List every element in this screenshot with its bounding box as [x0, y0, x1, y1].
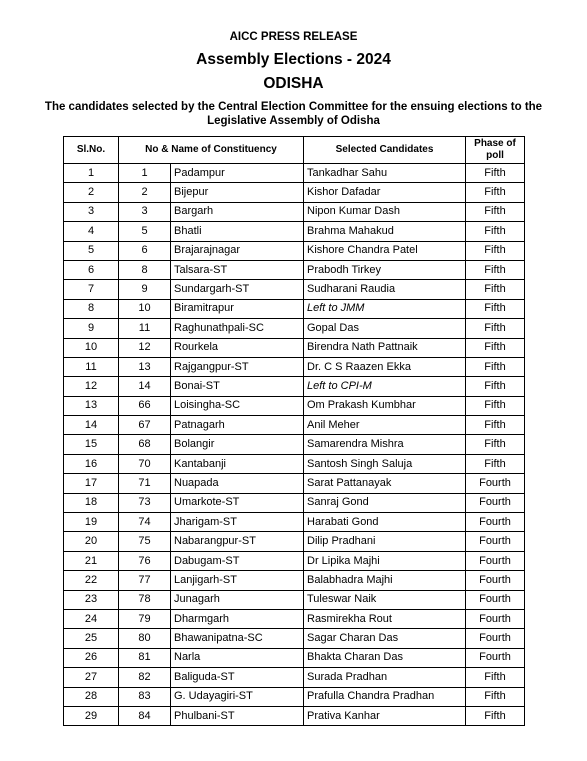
sl-no-cell: 13: [64, 396, 119, 415]
table-row: [64, 609, 525, 628]
table-row: [64, 571, 525, 590]
candidate-name-cell: Rasmirekha Rout: [304, 609, 466, 628]
candidate-name-cell: Surada Pradhan: [304, 668, 466, 687]
table-row: [64, 396, 525, 415]
document-title: Assembly Elections - 2024: [196, 51, 391, 68]
constituency-number-cell: 67: [119, 416, 171, 435]
poll-phase-cell: Fourth: [466, 629, 525, 648]
poll-phase-cell: Fifth: [466, 396, 525, 415]
constituency-name-cell: Nabarangpur-ST: [171, 532, 304, 551]
sl-no-cell: 20: [64, 532, 119, 551]
sl-no-cell: 19: [64, 513, 119, 532]
candidate-name-cell: Gopal Das: [304, 319, 466, 338]
constituency-name-cell: Dharmgarh: [171, 609, 304, 628]
table-row: [64, 435, 525, 454]
column-header-sl-no: Sl.No.: [64, 137, 119, 164]
constituency-number-cell: 3: [119, 202, 171, 221]
constituency-number-cell: 8: [119, 260, 171, 279]
poll-phase-cell: Fourth: [466, 474, 525, 493]
constituency-name-cell: Sundargarh-ST: [171, 280, 304, 299]
candidate-name-cell: Harabati Gond: [304, 513, 466, 532]
sl-no-cell: 18: [64, 493, 119, 512]
constituency-name-cell: Bijepur: [171, 183, 304, 202]
table-row: [64, 280, 525, 299]
constituency-number-cell: 11: [119, 319, 171, 338]
table-row: [64, 416, 525, 435]
constituency-name-cell: Bonai-ST: [171, 377, 304, 396]
constituency-name-cell: Raghunathpali-SC: [171, 319, 304, 338]
table-row: [64, 164, 525, 183]
sl-no-cell: 4: [64, 222, 119, 241]
constituency-number-cell: 10: [119, 299, 171, 318]
candidate-name-cell: Balabhadra Majhi: [304, 571, 466, 590]
constituency-name-cell: Padampur: [171, 164, 304, 183]
constituency-name-cell: Loisingha-SC: [171, 396, 304, 415]
column-header-constituency: No & Name of Constituency: [119, 137, 304, 164]
state-name: ODISHA: [263, 75, 324, 92]
candidate-name-cell: Kishore Chandra Patel: [304, 241, 466, 260]
constituency-name-cell: Dabugam-ST: [171, 551, 304, 570]
sl-no-cell: 12: [64, 377, 119, 396]
poll-phase-cell: Fifth: [466, 260, 525, 279]
candidate-name-cell: Birendra Nath Pattnaik: [304, 338, 466, 357]
constituency-name-cell: Brajarajnagar: [171, 241, 304, 260]
table-header-row: [64, 137, 525, 164]
poll-phase-cell: Fifth: [466, 319, 525, 338]
constituency-number-cell: 71: [119, 474, 171, 493]
sl-no-cell: 10: [64, 338, 119, 357]
sl-no-cell: 27: [64, 668, 119, 687]
constituency-number-cell: 13: [119, 357, 171, 376]
constituency-name-cell: Bhatli: [171, 222, 304, 241]
sl-no-cell: 7: [64, 280, 119, 299]
candidate-name-cell: Tankadhar Sahu: [304, 164, 466, 183]
constituency-name-cell: Rajgangpur-ST: [171, 357, 304, 376]
candidate-name-cell: Dr Lipika Majhi: [304, 551, 466, 570]
poll-phase-cell: Fifth: [466, 377, 525, 396]
table-row: [64, 493, 525, 512]
poll-phase-cell: Fifth: [466, 338, 525, 357]
sl-no-cell: 29: [64, 706, 119, 725]
constituency-number-cell: 81: [119, 648, 171, 667]
document-description: The candidates selected by the Central Election Committee for the ensuing elections to the Legislative Assembly of Odisha: [44, 101, 543, 127]
table-row: [64, 377, 525, 396]
table-row: [64, 590, 525, 609]
candidate-name-cell: Sagar Charan Das: [304, 629, 466, 648]
candidate-name-cell: Dilip Pradhani: [304, 532, 466, 551]
poll-phase-cell: Fifth: [466, 668, 525, 687]
constituency-number-cell: 2: [119, 183, 171, 202]
table-row: [64, 687, 525, 706]
table-row: [64, 474, 525, 493]
constituency-name-cell: Biramitrapur: [171, 299, 304, 318]
candidate-name-cell: Bhakta Charan Das: [304, 648, 466, 667]
candidate-name-cell: Sarat Pattanayak: [304, 474, 466, 493]
constituency-name-cell: Bhawanipatna-SC: [171, 629, 304, 648]
sl-no-cell: 25: [64, 629, 119, 648]
sl-no-cell: 9: [64, 319, 119, 338]
sl-no-cell: 6: [64, 260, 119, 279]
poll-phase-cell: Fifth: [466, 435, 525, 454]
constituency-name-cell: Umarkote-ST: [171, 493, 304, 512]
poll-phase-cell: Fourth: [466, 609, 525, 628]
table-body: [64, 164, 525, 726]
sl-no-cell: 23: [64, 590, 119, 609]
candidate-name-cell: Anil Meher: [304, 416, 466, 435]
constituency-name-cell: Junagarh: [171, 590, 304, 609]
poll-phase-cell: Fourth: [466, 571, 525, 590]
constituency-number-cell: 73: [119, 493, 171, 512]
constituency-name-cell: Talsara-ST: [171, 260, 304, 279]
sl-no-cell: 26: [64, 648, 119, 667]
poll-phase-cell: Fifth: [466, 183, 525, 202]
table-row: [64, 299, 525, 318]
poll-phase-cell: Fifth: [466, 357, 525, 376]
candidate-name-cell: Left to CPI-M: [304, 377, 466, 396]
constituency-number-cell: 79: [119, 609, 171, 628]
constituency-number-cell: 5: [119, 222, 171, 241]
sl-no-cell: 16: [64, 454, 119, 473]
sl-no-cell: 3: [64, 202, 119, 221]
sl-no-cell: 15: [64, 435, 119, 454]
candidate-name-cell: Prativa Kanhar: [304, 706, 466, 725]
constituency-number-cell: 14: [119, 377, 171, 396]
sl-no-cell: 21: [64, 551, 119, 570]
constituency-number-cell: 9: [119, 280, 171, 299]
table-row: [64, 551, 525, 570]
constituency-number-cell: 12: [119, 338, 171, 357]
sl-no-cell: 14: [64, 416, 119, 435]
constituency-name-cell: Phulbani-ST: [171, 706, 304, 725]
constituency-number-cell: 77: [119, 571, 171, 590]
constituency-number-cell: 80: [119, 629, 171, 648]
poll-phase-cell: Fourth: [466, 590, 525, 609]
candidate-name-cell: Nipon Kumar Dash: [304, 202, 466, 221]
poll-phase-cell: Fifth: [466, 280, 525, 299]
table-row: [64, 260, 525, 279]
table-row: [64, 648, 525, 667]
sl-no-cell: 28: [64, 687, 119, 706]
candidate-name-cell: Sudharani Raudia: [304, 280, 466, 299]
constituency-name-cell: Bargarh: [171, 202, 304, 221]
constituency-name-cell: Baliguda-ST: [171, 668, 304, 687]
constituency-name-cell: Patnagarh: [171, 416, 304, 435]
sl-no-cell: 11: [64, 357, 119, 376]
constituency-number-cell: 82: [119, 668, 171, 687]
poll-phase-cell: Fifth: [466, 687, 525, 706]
constituency-name-cell: Lanjigarh-ST: [171, 571, 304, 590]
poll-phase-cell: Fourth: [466, 648, 525, 667]
constituency-number-cell: 70: [119, 454, 171, 473]
constituency-number-cell: 75: [119, 532, 171, 551]
column-header-phase: Phase of poll: [466, 137, 525, 164]
candidates-table: [63, 136, 525, 726]
table-row: [64, 357, 525, 376]
sl-no-cell: 2: [64, 183, 119, 202]
constituency-number-cell: 1: [119, 164, 171, 183]
constituency-name-cell: Jharigam-ST: [171, 513, 304, 532]
poll-phase-cell: Fifth: [466, 454, 525, 473]
poll-phase-cell: Fourth: [466, 513, 525, 532]
candidate-name-cell: Brahma Mahakud: [304, 222, 466, 241]
constituency-name-cell: Kantabanji: [171, 454, 304, 473]
table-row: [64, 222, 525, 241]
table-row: [64, 532, 525, 551]
table-row: [64, 202, 525, 221]
poll-phase-cell: Fourth: [466, 551, 525, 570]
sl-no-cell: 22: [64, 571, 119, 590]
poll-phase-cell: Fifth: [466, 299, 525, 318]
constituency-number-cell: 74: [119, 513, 171, 532]
candidate-name-cell: Prafulla Chandra Pradhan: [304, 687, 466, 706]
sl-no-cell: 5: [64, 241, 119, 260]
poll-phase-cell: Fifth: [466, 164, 525, 183]
constituency-number-cell: 66: [119, 396, 171, 415]
table-row: [64, 454, 525, 473]
constituency-number-cell: 76: [119, 551, 171, 570]
candidate-name-cell: Dr. C S Raazen Ekka: [304, 357, 466, 376]
constituency-number-cell: 84: [119, 706, 171, 725]
constituency-name-cell: Narla: [171, 648, 304, 667]
table-row: [64, 668, 525, 687]
press-release-label: AICC PRESS RELEASE: [229, 31, 358, 43]
sl-no-cell: 1: [64, 164, 119, 183]
constituency-name-cell: Bolangir: [171, 435, 304, 454]
constituency-name-cell: G. Udayagiri-ST: [171, 687, 304, 706]
poll-phase-cell: Fifth: [466, 706, 525, 725]
constituency-name-cell: Nuapada: [171, 474, 304, 493]
table-row: [64, 513, 525, 532]
poll-phase-cell: Fifth: [466, 416, 525, 435]
poll-phase-cell: Fifth: [466, 241, 525, 260]
candidate-name-cell: Samarendra Mishra: [304, 435, 466, 454]
candidate-name-cell: Om Prakash Kumbhar: [304, 396, 466, 415]
poll-phase-cell: Fifth: [466, 222, 525, 241]
table-row: [64, 183, 525, 202]
table-row: [64, 338, 525, 357]
poll-phase-cell: Fourth: [466, 532, 525, 551]
constituency-number-cell: 83: [119, 687, 171, 706]
table-row: [64, 629, 525, 648]
sl-no-cell: 24: [64, 609, 119, 628]
candidate-name-cell: Sanraj Gond: [304, 493, 466, 512]
table-row: [64, 706, 525, 725]
table-row: [64, 241, 525, 260]
constituency-number-cell: 6: [119, 241, 171, 260]
constituency-name-cell: Rourkela: [171, 338, 304, 357]
constituency-number-cell: 68: [119, 435, 171, 454]
poll-phase-cell: Fourth: [466, 493, 525, 512]
candidate-name-cell: Santosh Singh Saluja: [304, 454, 466, 473]
candidate-name-cell: Prabodh Tirkey: [304, 260, 466, 279]
candidate-name-cell: Tuleswar Naik: [304, 590, 466, 609]
poll-phase-cell: Fifth: [466, 202, 525, 221]
table-row: [64, 319, 525, 338]
sl-no-cell: 8: [64, 299, 119, 318]
candidate-name-cell: Kishor Dafadar: [304, 183, 466, 202]
candidate-name-cell: Left to JMM: [304, 299, 466, 318]
constituency-number-cell: 78: [119, 590, 171, 609]
column-header-candidate: Selected Candidates: [304, 137, 466, 164]
sl-no-cell: 17: [64, 474, 119, 493]
